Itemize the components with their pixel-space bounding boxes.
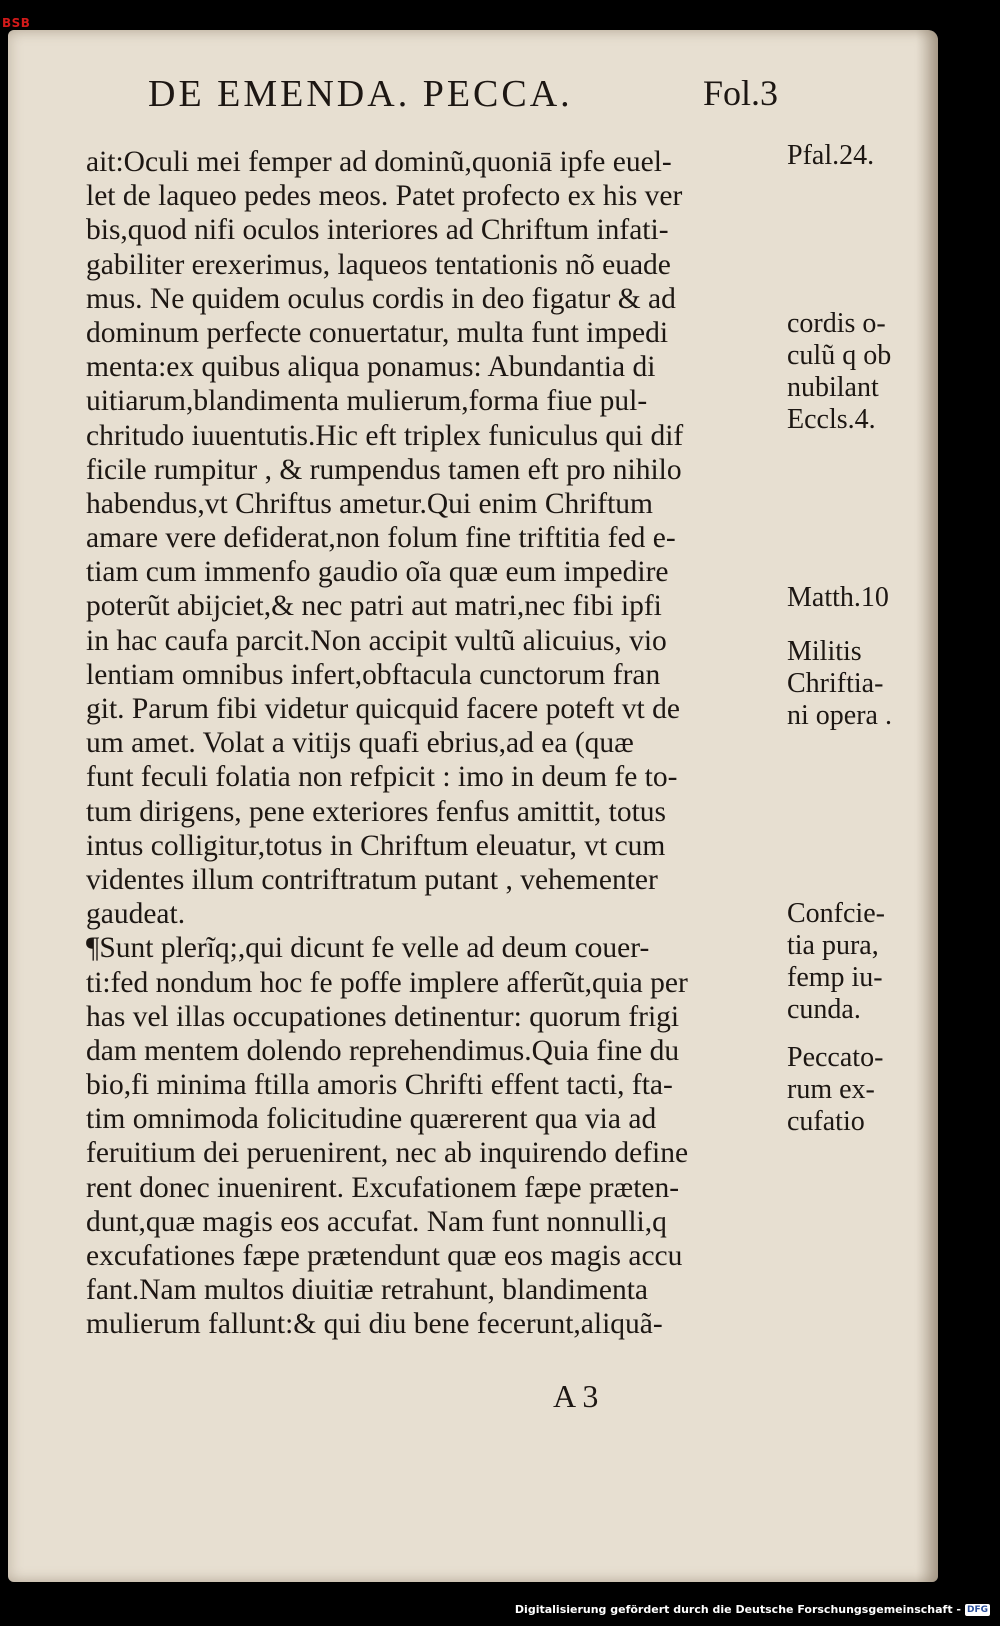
margin-note-line: cunda. [787, 994, 861, 1025]
text-line: tim omnimoda folicitudine quærerent qua via ad [86, 1103, 657, 1136]
text-line: mulierum fallunt:& qui diu bene fecerunt,aliquã- [86, 1308, 663, 1341]
margin-note-cordis [787, 308, 891, 436]
text-line: ¶Sunt plerĩq;,qui dicunt fe velle ad deum couer- [86, 932, 650, 965]
text-line: ti:fed nondum hoc fe poffe implere afferũt,quia per [86, 966, 688, 999]
text-line: tum dirigens, pene exteriores fenfus amittit, totus [86, 795, 667, 828]
text-line: gabiliter erexerimus, laqueos tentationis nõ euade [86, 248, 671, 281]
margin-note-line: cufatio [787, 1106, 865, 1137]
text-line: videntes illum contriftratum putant , vehementer [86, 863, 658, 896]
text-line: poterũt abijciet,& nec patri aut matri,nec fibi ipfi [86, 590, 662, 623]
text-line: habendus,vt Chriftus ametur.Qui enim Chriftum [86, 487, 653, 520]
text-line: dominum perfecte conuertatur, multa funt impedi [86, 316, 669, 349]
margin-note-line: Chriftia- [787, 668, 884, 699]
margin-note-line: ni opera . [787, 700, 892, 731]
text-line: excufationes fæpe prætendunt quæ eos magis accu [86, 1240, 683, 1272]
text-line: mus. Ne quidem oculus cordis in deo figatur & ad [86, 282, 676, 315]
text-line: fant.Nam multos diuitiæ retrahunt, blandimenta [86, 1274, 649, 1307]
text-line: rent donec inuenirent. Excufationem fæpe præten- [86, 1171, 680, 1204]
text-line: has vel illas occupationes detinentur: quorum frigi [86, 1000, 680, 1033]
margin-note-line: cordis o- [787, 308, 886, 339]
text-line: bio,fi minima ftilla amoris Chrifti effent tacti, fta- [86, 1069, 673, 1102]
running-title: DE EMENDA. PECCA. [148, 73, 573, 115]
footer-credit-text: Digitalisierung gefördert durch die Deutsche Forschungsgemeinschaft - [514, 1603, 961, 1616]
running-head [148, 72, 778, 132]
text-line: feruitium dei peruenirent, nec ab inquirendo define [86, 1137, 689, 1170]
text-line: dunt,quæ magis eos accufat. Nam funt nonnulli,q [86, 1205, 667, 1238]
text-line: gaudeat. [86, 898, 186, 931]
text-line: let de laqueo pedes meos. Patet profecto ex his ver [86, 180, 683, 213]
margin-note-line: culũ q ob [787, 340, 892, 371]
text-line: chritudo iuuentutis.Hic eft triplex funiculus qui dif [86, 419, 684, 452]
text-line: funt feculi folatia non refpicit : imo in deum fe to- [86, 761, 678, 794]
margin-note-line: tia pura, [787, 930, 879, 961]
text-line: tiam cum immenfo gaudio oĩa quæ eum impedire [86, 556, 669, 589]
margin-note-conscientia [787, 898, 885, 1026]
margin-note-line: Confcie- [787, 898, 885, 929]
margin-note-line: Peccato- [787, 1042, 884, 1073]
text-line: ficile rumpitur , & rumpendus tamen eft pro nihilo [86, 453, 682, 486]
library-mark: BSB [2, 16, 31, 30]
margin-note-line: nubilant [787, 372, 879, 403]
text-line: in hac caufa parcit.Non accipit vultũ alicuius, vio [86, 624, 667, 657]
margin-note-line: Militis [787, 636, 862, 667]
margin-note-line: Matth.10 [787, 582, 889, 613]
text-line: menta:ex quibus aliqua ponamus: Abundantia di [86, 351, 656, 384]
text-line: dam mentem dolendo reprehendimus.Quia fine du [86, 1034, 680, 1067]
text-line: intus colligitur,totus in Chriftum eleuatur, vt cum [86, 829, 666, 862]
margin-note-line: femp iu- [787, 962, 883, 993]
margin-note-psalm [787, 140, 874, 172]
text-line: lentiam omnibus infert,obftacula cunctorum fran [86, 658, 661, 691]
margin-note-matthew [787, 582, 889, 614]
body-text [86, 145, 766, 1342]
signature-mark: A 3 [553, 1378, 599, 1414]
text-line: amare vere defiderat,non folum fine triftitia fed e- [86, 522, 676, 555]
margin-note-line: Eccls.4. [787, 404, 876, 435]
margin-note-peccatorum [787, 1042, 883, 1138]
text-line: uitiarum,blandimenta mulierum,forma fiue pul- [86, 385, 648, 418]
text-line: um amet. Volat a vitijs quafi ebrius,ad ea (quæ [86, 727, 634, 760]
footer-credit [515, 1603, 990, 1616]
folio-number: Fol.3 [702, 73, 778, 113]
margin-note-line: Pfal.24. [787, 140, 875, 171]
text-line: ait:Oculi mei femper ad dominũ,quoniā ipfe euel- [86, 146, 672, 178]
margin-note-militis [787, 636, 892, 732]
text-line: bis,quod nifi oculos interiores ad Chriftum infati- [86, 214, 669, 247]
margin-note-line: rum ex- [787, 1074, 875, 1105]
text-line: git. Parum fibi videtur quicquid facere poteft vt de [86, 693, 680, 725]
dfg-logo: DFG [966, 1604, 988, 1615]
